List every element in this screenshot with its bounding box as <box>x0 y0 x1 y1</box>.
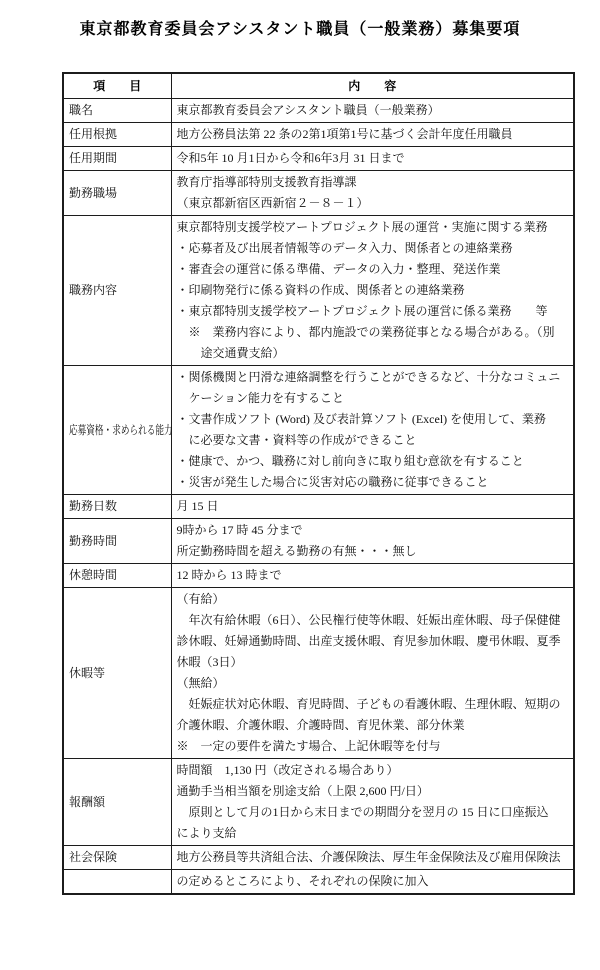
content-line: 令和5年 10 月1日から令和6年3月 31 日まで <box>176 151 405 165</box>
row-content <box>171 759 574 846</box>
content-line: ・関係機関と円滑な連絡調整を行うことができるなど、十分なコミュニ <box>176 370 561 384</box>
row-label: 社会保険 <box>63 846 171 870</box>
content-line: ※ 業務内容により、都内施設での業務従事となる場合がある。（別 <box>176 325 555 339</box>
table-row-social-insurance <box>63 846 574 870</box>
table-row-working-days <box>63 495 574 519</box>
content-line: に必要な文書・資料等の作成ができること <box>176 433 417 447</box>
row-content <box>171 99 574 123</box>
row-content <box>171 123 574 147</box>
content-line: 診休暇、妊婦通勤時間、出産支援休暇、育児参加休暇、慶弔休暇、夏季 <box>176 634 561 648</box>
content-line: 妊娠症状対応休暇、育児時間、子どもの看護休暇、生理休暇、短期の <box>176 697 561 711</box>
table-row-job-description <box>63 216 574 366</box>
content-line: （有給） <box>176 592 225 606</box>
row-content <box>171 216 574 366</box>
row-label <box>63 366 171 495</box>
content-line: 教育庁指導部特別支援教育指導課 <box>176 175 357 189</box>
content-line: ※ 一定の要件を満たす場合、上記休暇等を付与 <box>176 739 441 753</box>
content-line: 途交通費支給） <box>176 346 285 360</box>
table-row-social-insurance-continued <box>63 870 574 895</box>
content-line: ・災害が発生した場合に災害対応の職務に従事できること <box>176 475 489 489</box>
table-row-working-hours <box>63 519 574 564</box>
content-line: ・文書作成ソフト (Word) 及び表計算ソフト (Excel) を使用して、業務 <box>176 412 546 426</box>
table-header-row <box>63 73 574 99</box>
table-row-remuneration <box>63 759 574 846</box>
table-row-appointment-period <box>63 147 574 171</box>
content-line: の定めるところにより、それぞれの保険に加入 <box>176 874 429 888</box>
content-line: 所定勤務時間を超える勤務の有無・・・無し <box>176 544 417 558</box>
content-line: ・東京都特別支援学校アートプロジェクト展の運営に係る業務 等 <box>176 304 548 318</box>
row-label: 休暇等 <box>63 588 171 759</box>
content-line: 12 時から 13 時まで <box>176 568 282 582</box>
content-line: により支給 <box>176 826 237 840</box>
content-line: 地方公務員法第 22 条の2第1項第1号に基づく会計年度任用職員 <box>176 127 513 141</box>
content-line: 年次有給休暇（6日）、公民権行使等休暇、妊娠出産休暇、母子保健健 <box>176 613 561 627</box>
row-label: 報酬額 <box>63 759 171 846</box>
table-row-qualifications <box>63 366 574 495</box>
row-label: 任用根拠 <box>63 123 171 147</box>
row-content <box>171 147 574 171</box>
row-label: 職名 <box>63 99 171 123</box>
row-label: 休憩時間 <box>63 564 171 588</box>
content-line: 9時から 17 時 45 分まで <box>176 523 303 537</box>
content-line: ・応募者及び出展者情報等のデータ入力、関係者との連絡業務 <box>176 241 513 255</box>
table-row-job-title <box>63 99 574 123</box>
table-row-workplace <box>63 171 574 216</box>
row-label: 勤務日数 <box>63 495 171 519</box>
content-line: （東京都新宿区西新宿２－８－１） <box>176 196 369 210</box>
row-content <box>171 846 574 870</box>
content-line: 時間額 1,130 円（改定される場合あり） <box>176 763 399 777</box>
content-line: ・審査会の運営に係る準備、データの入力・整理、発送作業 <box>176 262 501 276</box>
row-content <box>171 870 574 895</box>
recruitment-spec-table <box>62 72 575 895</box>
row-content <box>171 495 574 519</box>
row-content <box>171 171 574 216</box>
row-label: 任用期間 <box>63 147 171 171</box>
row-content <box>171 366 574 495</box>
content-line: ・印刷物発行に係る資料の作成、関係者との連絡業務 <box>176 283 465 297</box>
content-line: 月 15 日 <box>176 499 219 513</box>
content-line: 原則として月の1日から末日までの期間分を翌月の 15 日に口座振込 <box>176 805 549 819</box>
content-line: 地方公務員等共済組合法、介護保険法、厚生年金保険法及び雇用保険法 <box>176 850 561 864</box>
row-label: 職務内容 <box>63 216 171 366</box>
column-header-content: 内 容 <box>171 73 574 99</box>
row-label: 勤務時間 <box>63 519 171 564</box>
table-row-leave <box>63 588 574 759</box>
row-content <box>171 519 574 564</box>
content-line: 東京都特別支援学校アートプロジェクト展の運営・実施に関する業務 <box>176 220 548 234</box>
column-header-item: 項 目 <box>63 73 171 99</box>
table-row-break-time <box>63 564 574 588</box>
row-label-text: 応募資格・求められる能力 <box>69 422 173 437</box>
content-line: 介護休暇、介護休暇、介護時間、育児休業、部分休業 <box>176 718 465 732</box>
table-row-appointment-basis <box>63 123 574 147</box>
content-line: ・健康で、かつ、職務に対し前向きに取り組む意欲を有すること <box>176 454 524 468</box>
row-label <box>63 870 171 895</box>
row-content <box>171 588 574 759</box>
content-line: 東京都教育委員会アシスタント職員（一般業務） <box>176 103 440 117</box>
row-content <box>171 564 574 588</box>
page-title: 東京都教育委員会アシスタント職員（一般業務）募集要項 <box>79 21 521 38</box>
content-line: ケーション能力を有すること <box>176 391 345 405</box>
row-label: 勤務職場 <box>63 171 171 216</box>
content-line: （無給） <box>176 676 225 690</box>
content-line: 通勤手当相当額を別途支給（上限 2,600 円/日） <box>176 784 429 798</box>
content-line: 休暇（3日） <box>176 655 243 669</box>
